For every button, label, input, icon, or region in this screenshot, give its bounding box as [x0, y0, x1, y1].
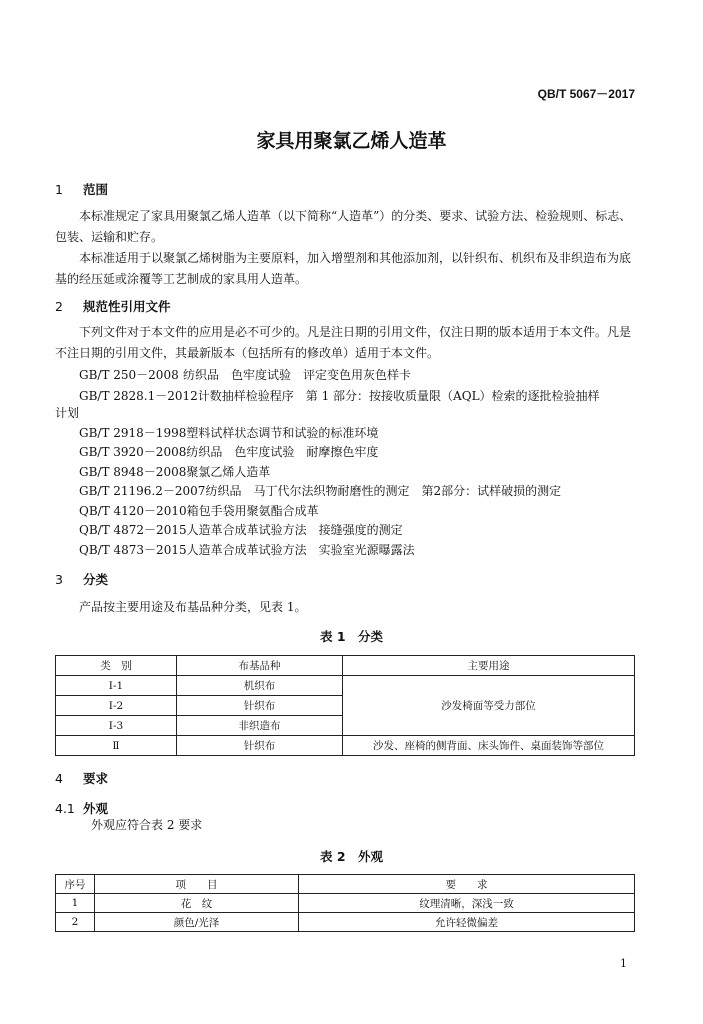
reference-title: 人造革合成革试验方法 实验室光源曝露法 — [186, 543, 415, 557]
section-4-1-text: 外观应符合表 2 要求 — [91, 818, 203, 832]
section-3-number: 3 — [55, 572, 63, 587]
section-4-title: 要求 — [83, 771, 109, 786]
table-cell: Ⅰ-1 — [56, 676, 177, 696]
table-row — [56, 894, 635, 913]
table-1 — [55, 655, 635, 756]
table-header-cell: 主要用途 — [343, 656, 635, 676]
reference-title: 纺织品 色牢度试验 耐摩擦色牢度 — [186, 445, 379, 459]
reference-item — [79, 443, 378, 460]
table-cell: Ⅱ — [56, 736, 177, 756]
table-header-cell: 要 求 — [299, 875, 635, 894]
section-2-number: 2 — [55, 299, 63, 314]
table-cell-merged: 沙发椅面等受力部位 — [343, 676, 635, 736]
reference-item — [79, 502, 319, 519]
reference-item — [79, 521, 403, 538]
section-1-paragraph-1: 本标准规定了家具用聚氯乙烯人造革（以下简称“人造革”）的分类、要求、试验方法、检验规则、标志、包装、运输和贮存。 — [55, 209, 632, 244]
reference-item — [79, 366, 411, 383]
section-4-1-title: 外观 — [83, 801, 109, 816]
reference-title: 纺织品 马丁代尔法织物耐磨性的测定 第2部分：试样破损的测定 — [205, 484, 562, 498]
table-cell: 纹理清晰，深浅一致 — [299, 894, 635, 913]
table-cell: 颜色/光泽 — [95, 913, 299, 932]
reference-item — [79, 482, 561, 499]
reference-code: GB/T 2918－1998 — [79, 426, 187, 440]
section-1-title: 范围 — [83, 182, 109, 197]
table-cell: 允许轻微偏差 — [299, 913, 635, 932]
reference-title: 纺织品 色牢度试验 评定变色用灰色样卡 — [183, 368, 412, 382]
section-2-title: 规范性引用文件 — [83, 299, 171, 314]
table-row — [56, 676, 635, 696]
table-header-row — [56, 656, 635, 676]
reference-code: GB/T 3920－2008 — [79, 445, 187, 459]
table-cell: 针织布 — [177, 696, 343, 716]
table-header-cell: 序号 — [56, 875, 95, 894]
section-3-heading — [55, 570, 108, 588]
table-header-cell: 布基品种 — [177, 656, 343, 676]
page-number: 1 — [620, 957, 627, 970]
table-row — [56, 736, 635, 756]
section-4-number: 4 — [55, 771, 63, 786]
section-2-heading — [55, 297, 171, 315]
reference-code: QB/T 4872－2015 — [79, 523, 187, 537]
reference-item — [79, 424, 378, 441]
section-4-1-number: 4.1 — [55, 801, 75, 816]
document-title: 家具用聚氯乙烯人造革 — [256, 130, 447, 152]
section-2-intro: 下列文件对于本文件的应用是必不可少的。凡是注日期的引用文件，仅注日期的版本适用于本文件。凡是不注日期的引用文件，其最新版本（包括所有的修改单）适用于本文件。 — [55, 325, 632, 360]
reference-title: 计数抽样检验程序 第 1 部分：按接收质量限（AQL）检索的逐批检验抽样 — [197, 389, 600, 403]
table-cell: 机织布 — [177, 676, 343, 696]
reference-code: GB/T 21196.2－2007 — [79, 484, 206, 498]
table-header-cell: 类 别 — [56, 656, 177, 676]
table-cell: 非织造布 — [177, 716, 343, 736]
reference-code: GB/T 250－2008 — [79, 368, 179, 382]
section-3-title: 分类 — [83, 572, 109, 587]
table-cell: 针织布 — [177, 736, 343, 756]
reference-item — [79, 541, 415, 558]
reference-title: 聚氯乙烯人造革 — [186, 465, 271, 479]
reference-code: GB/T 2828.1－2012 — [79, 389, 198, 403]
standard-code: QB/T 5067－2017 — [537, 87, 635, 101]
section-1-heading — [55, 180, 108, 198]
section-3-text: 产品按主要用途及布基品种分类，见表 1。 — [79, 600, 307, 614]
table-cell: Ⅰ-3 — [56, 716, 177, 736]
reference-code: QB/T 4120－2010 — [79, 504, 187, 518]
table-header-row — [56, 875, 635, 894]
table-cell: 2 — [56, 913, 95, 932]
reference-item — [79, 463, 270, 480]
table-2 — [55, 874, 635, 932]
table-cell: 1 — [56, 894, 95, 913]
table-2-caption: 表 2 外观 — [319, 849, 384, 864]
section-1-paragraph-2: 本标准适用于以聚氯乙烯树脂为主要原料，加入增塑剂和其他添加剂，以针织布、机织布及非织造布为底基的经压延或涂覆等工艺制成的家具用人造革。 — [55, 251, 632, 286]
table-header-cell: 项 目 — [95, 875, 299, 894]
reference-title: 人造革合成革试验方法 接缝强度的测定 — [186, 523, 403, 537]
reference-title: 箱包手袋用聚氨酯合成革 — [186, 504, 319, 518]
table-1-caption: 表 1 分类 — [319, 629, 384, 644]
table-cell: 花 纹 — [95, 894, 299, 913]
table-cell: Ⅰ-2 — [56, 696, 177, 716]
table-cell: 沙发、座椅的侧背面、床头饰件、桌面装饰等部位 — [343, 736, 635, 756]
reference-continuation: 计划 — [55, 406, 80, 420]
reference-title: 塑料试样状态调节和试验的标准环境 — [186, 426, 379, 440]
section-4-heading — [55, 769, 108, 787]
reference-code: QB/T 4873－2015 — [79, 543, 187, 557]
section-1-number: 1 — [55, 182, 63, 197]
table-row — [56, 913, 635, 932]
reference-item — [79, 387, 600, 404]
reference-code: GB/T 8948－2008 — [79, 465, 187, 479]
